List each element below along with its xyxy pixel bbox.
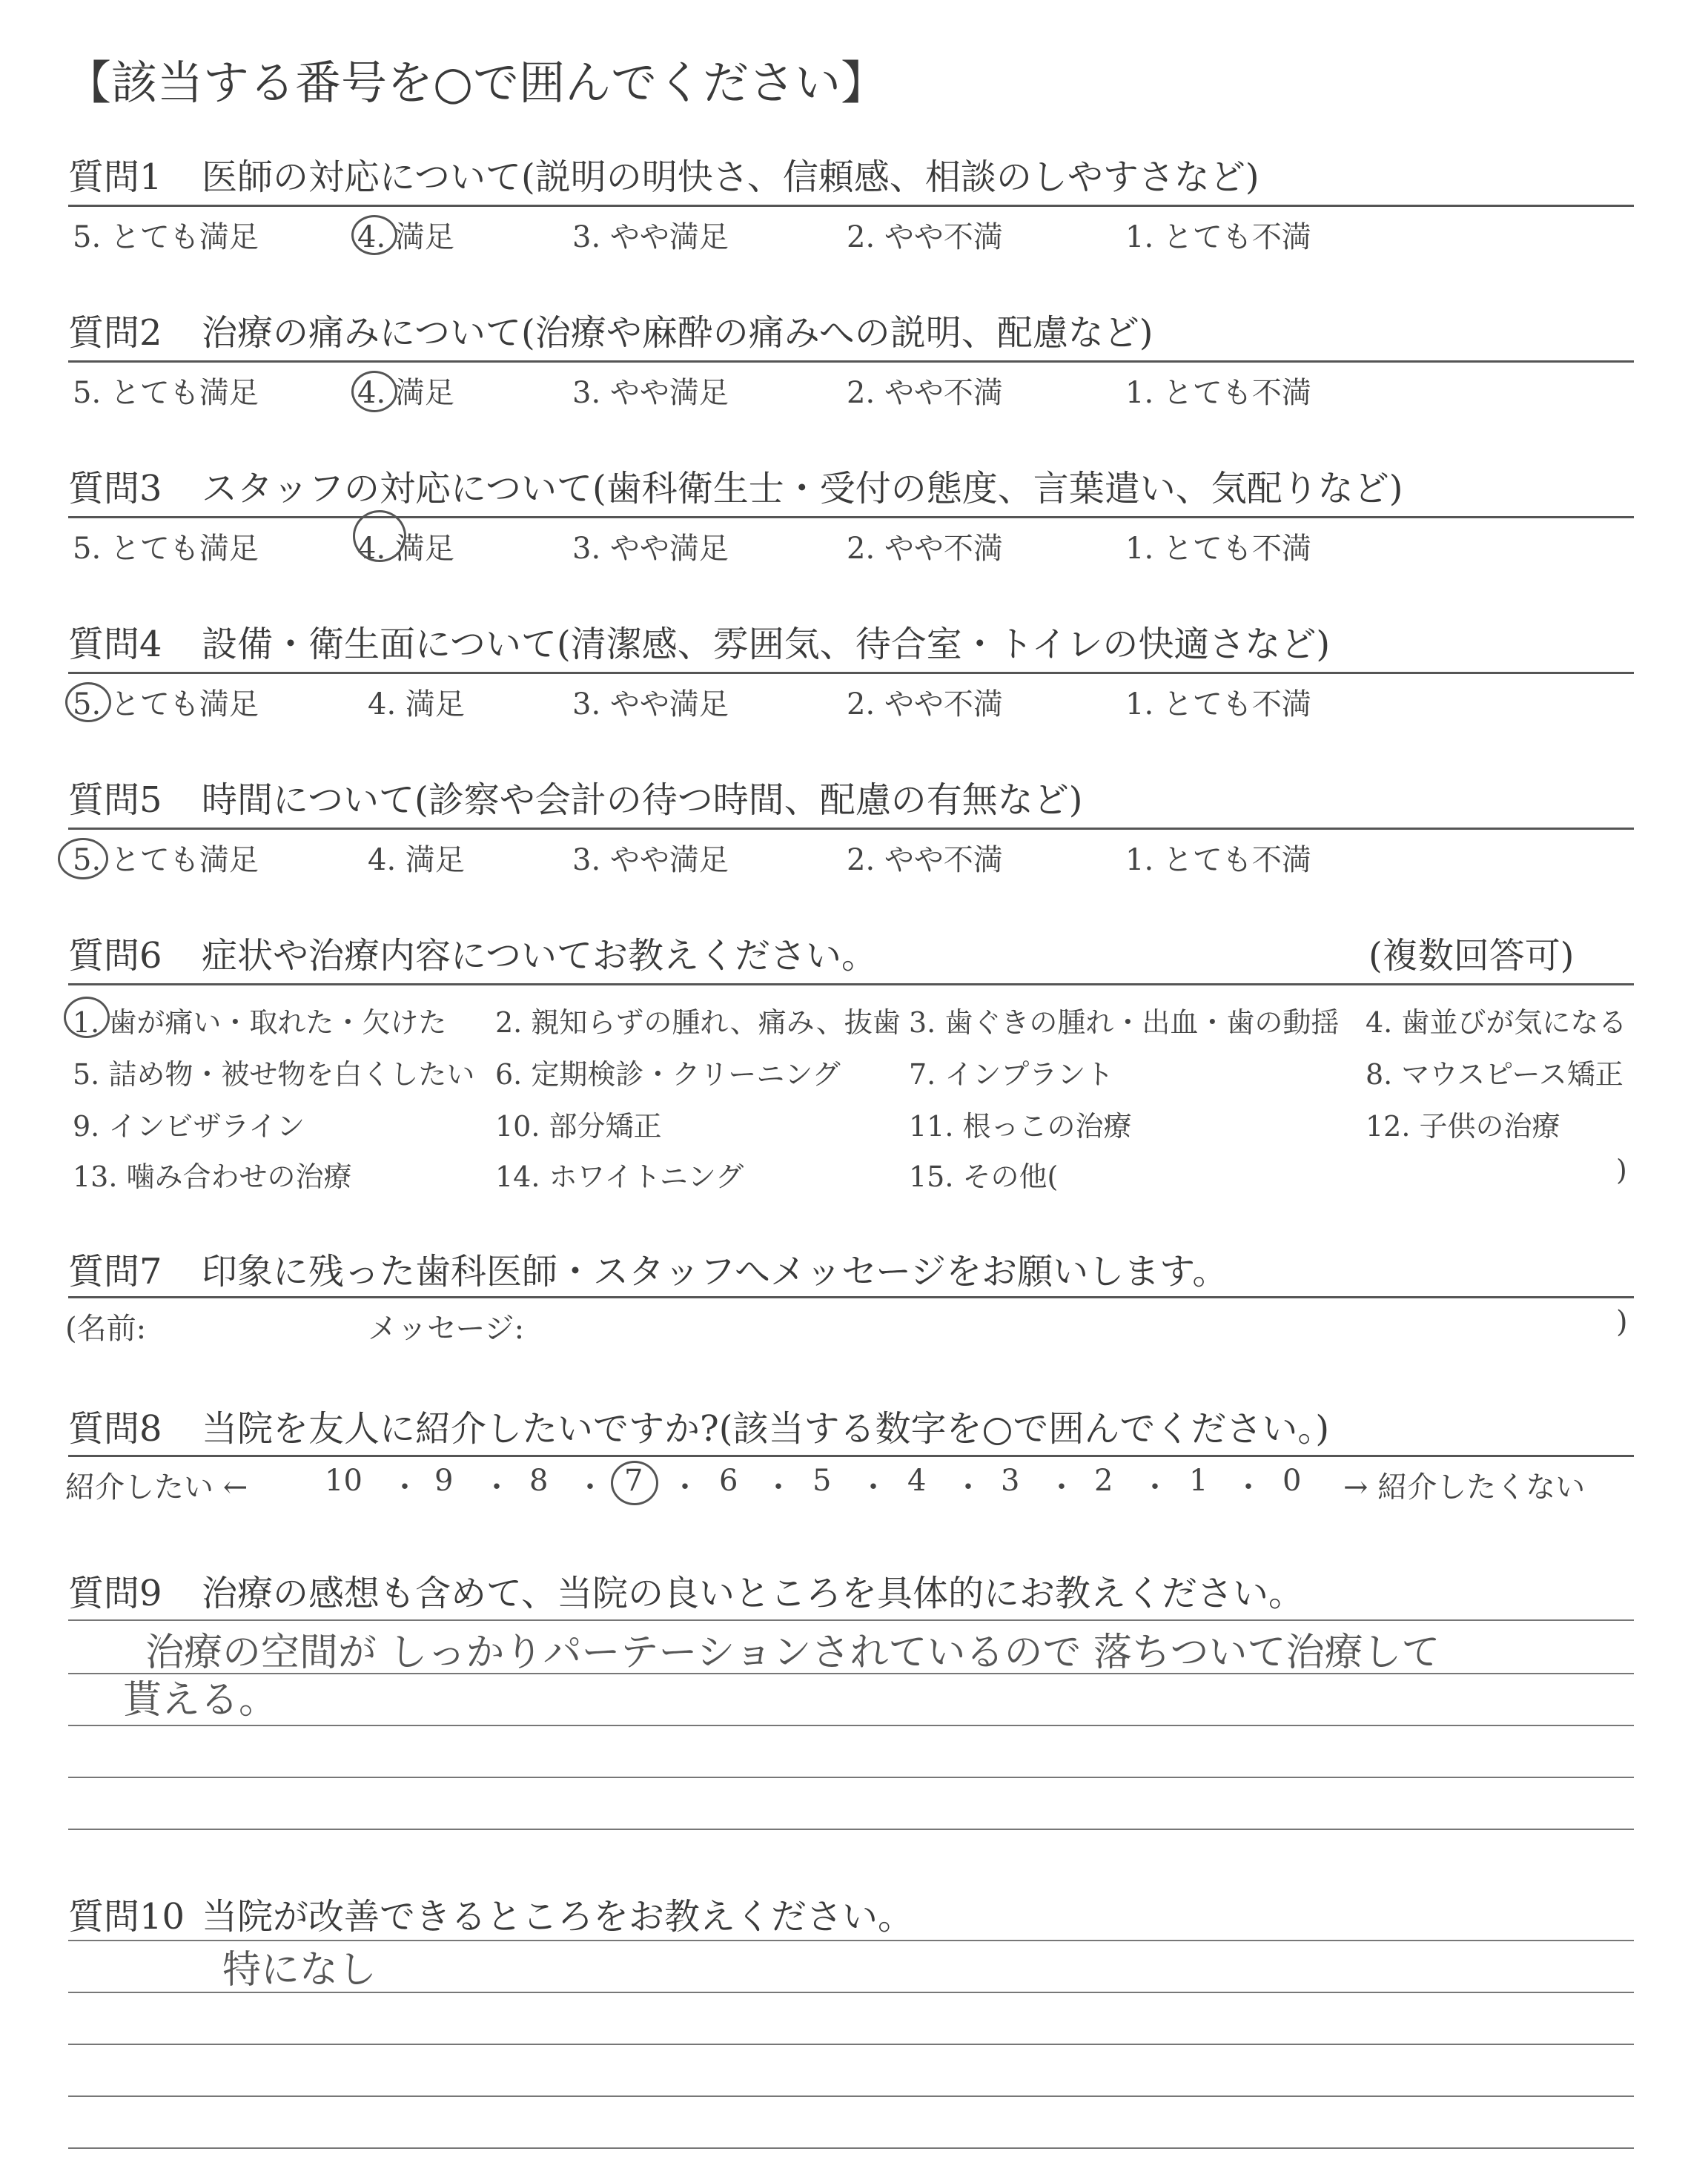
q10-handwritten-answer: 特になし [222,1948,377,1992]
q8-dot: ・ [858,1470,888,1505]
q3-option-3[interactable]: 3. やや満足 [572,532,729,566]
q3-option-2[interactable]: 2. やや不満 [847,532,1003,566]
question-3-text: スタッフの対応について(歯科衛生士・受付の態度、言葉遣い、気配りなど) [202,468,1403,509]
q3-option-4[interactable]: 4. 満足 [357,532,454,566]
q8-dot: ・ [575,1470,605,1505]
answer-line [68,1777,1634,1778]
form-header: 【該当する番号を○で囲んでください】 [65,56,887,110]
question-1-label: 質問1 [68,156,162,198]
q8-number-3[interactable]: 3 [1001,1464,1020,1498]
q8-number-5[interactable]: 5 [812,1464,832,1498]
q6-answer-circle [64,997,110,1038]
q8-number-7[interactable]: 7 [624,1464,643,1498]
q5-answer-circle [58,838,108,879]
q5-option-5[interactable]: 5. とても満足 [73,843,259,877]
q8-number-6[interactable]: 6 [719,1464,738,1498]
q6-option-14[interactable]: 14. ホワイトニング [495,1160,744,1193]
q6-option-15[interactable]: 15. その他( [909,1160,1059,1193]
q6-option-6[interactable]: 6. 定期検診・クリーニング [495,1058,841,1091]
question-3-label: 質問3 [68,468,162,509]
q4-option-2[interactable]: 2. やや不満 [847,687,1003,721]
q2-option-4[interactable]: 4. 満足 [357,376,454,410]
q3-option-1[interactable]: 1. とても不満 [1125,532,1311,566]
q6-option-11[interactable]: 11. 根っこの治療 [909,1110,1132,1143]
q6-option-3[interactable]: 3. 歯ぐきの腫れ・出血・歯の動揺 [909,1006,1340,1039]
q1-answer-circle [351,215,397,255]
q7-message-field[interactable]: メッセージ: [368,1312,525,1346]
q4-option-3[interactable]: 3. やや満足 [572,687,729,721]
q8-number-0[interactable]: 0 [1282,1464,1302,1498]
question-7-text: 印象に残った歯科医師・スタッフへメッセージをお願いします。 [202,1251,1228,1292]
question-10-text: 当院が改善できるところをお教えください。 [202,1896,914,1938]
q6-option-8[interactable]: 8. マウスピース矯正 [1366,1058,1623,1091]
q5-option-4[interactable]: 4. 満足 [368,843,465,877]
q1-option-3[interactable]: 3. やや満足 [572,220,729,254]
question-2-label: 質問2 [68,312,162,354]
answer-line [68,2044,1634,2045]
question-4-text: 設備・衛生面について(清潔感、雰囲気、待合室・トイレの快適さなど) [202,624,1331,665]
divider [68,205,1634,207]
question-6-text: 症状や治療内容についてお教えください。 [202,935,878,977]
q3-option-5[interactable]: 5. とても満足 [73,532,259,566]
q2-option-1[interactable]: 1. とても不満 [1125,376,1311,410]
q8-scale-left: 紹介したい ← [65,1470,248,1505]
q8-dot: ・ [1047,1470,1076,1505]
question-9-label: 質問9 [68,1573,162,1614]
q8-scale-right: → 紹介したくない [1343,1470,1586,1505]
q2-answer-circle [351,371,397,412]
q6-option-10[interactable]: 10. 部分矯正 [495,1110,662,1143]
q7-name-field[interactable]: (名前: [65,1312,147,1346]
q1-option-2[interactable]: 2. やや不満 [847,220,1003,254]
q4-option-4[interactable]: 4. 満足 [368,687,465,721]
answer-line [68,1829,1634,1830]
q4-option-1[interactable]: 1. とても不満 [1125,687,1311,721]
divider [68,983,1634,985]
question-4-label: 質問4 [68,624,162,665]
q6-option-4[interactable]: 4. 歯並びが気になる [1366,1006,1627,1039]
q5-option-3[interactable]: 3. やや満足 [572,843,729,877]
q6-option-1[interactable]: 1. 歯が痛い・取れた・欠けた [73,1006,447,1039]
q2-option-5[interactable]: 5. とても満足 [73,376,259,410]
q8-answer-circle [611,1461,658,1505]
q3-answer-circle [353,510,406,562]
question-8-label: 質問8 [68,1408,162,1450]
q6-option-12[interactable]: 12. 子供の治療 [1366,1110,1560,1143]
answer-line [68,2147,1634,2149]
answer-line [68,2095,1634,2097]
question-5-label: 質問5 [68,779,162,821]
q6-option-7[interactable]: 7. インプラント [909,1058,1114,1091]
q9-handwritten-line-1: 治療の空間が しっかりパーテーションされているので 落ちついて治療して [145,1631,1440,1675]
q8-number-10[interactable]: 10 [325,1464,363,1498]
q8-dot: ・ [1140,1470,1170,1505]
q2-option-2[interactable]: 2. やや不満 [847,376,1003,410]
q8-dot: ・ [1234,1470,1263,1505]
question-6-note: (複数回答可) [1368,935,1575,977]
q9-handwritten-line-2: 貰える。 [123,1678,278,1723]
divider [68,1296,1634,1298]
q6-option-9[interactable]: 9. インビザライン [73,1110,305,1143]
q8-number-2[interactable]: 2 [1094,1464,1113,1498]
q2-option-3[interactable]: 3. やや満足 [572,376,729,410]
q8-dot: ・ [670,1470,700,1505]
q1-option-4[interactable]: 4. 満足 [357,220,454,254]
q5-option-1[interactable]: 1. とても不満 [1125,843,1311,877]
q8-number-9[interactable]: 9 [434,1464,454,1498]
question-8-text: 当院を友人に紹介したいですか?(該当する数字を○で囲んでください。) [202,1408,1330,1450]
divider [68,672,1634,674]
q8-number-1[interactable]: 1 [1189,1464,1208,1498]
q8-number-4[interactable]: 4 [907,1464,927,1498]
q8-number-8[interactable]: 8 [529,1464,549,1498]
q5-option-2[interactable]: 2. やや不満 [847,843,1003,877]
q4-answer-circle [65,682,111,722]
q1-option-1[interactable]: 1. とても不満 [1125,220,1311,254]
q6-other-close: ) [1616,1154,1627,1186]
question-5-text: 時間について(診察や会計の待つ時間、配慮の有無など) [202,779,1083,821]
divider [68,828,1634,830]
answer-line [68,1725,1634,1726]
divider [68,516,1634,518]
q8-dot: ・ [953,1470,983,1505]
question-2-text: 治療の痛みについて(治療や麻酔の痛みへの説明、配慮など) [202,312,1153,354]
question-1-text: 医師の対応について(説明の明快さ、信頼感、相談のしやすさなど) [202,156,1260,198]
question-9-text: 治療の感想も含めて、当院の良いところを具体的にお教えください。 [202,1573,1305,1614]
q8-dot: ・ [764,1470,793,1505]
q4-option-5[interactable]: 5. とても満足 [73,687,259,721]
q6-option-2[interactable]: 2. 親知らずの腫れ、痛み、抜歯 [495,1006,901,1039]
q8-dot: ・ [390,1470,420,1505]
q7-field-close: ) [1616,1305,1628,1339]
q1-option-5[interactable]: 5. とても満足 [73,220,259,254]
divider [68,360,1634,363]
question-6-label: 質問6 [68,935,162,977]
q8-dot: ・ [482,1470,512,1505]
question-10-label: 質問10 [68,1896,185,1938]
question-7-label: 質問7 [68,1251,162,1292]
q6-option-5[interactable]: 5. 詰め物・被せ物を白くしたい [73,1058,475,1091]
q6-option-13[interactable]: 13. 噛み合わせの治療 [73,1160,352,1193]
divider [68,1455,1634,1457]
